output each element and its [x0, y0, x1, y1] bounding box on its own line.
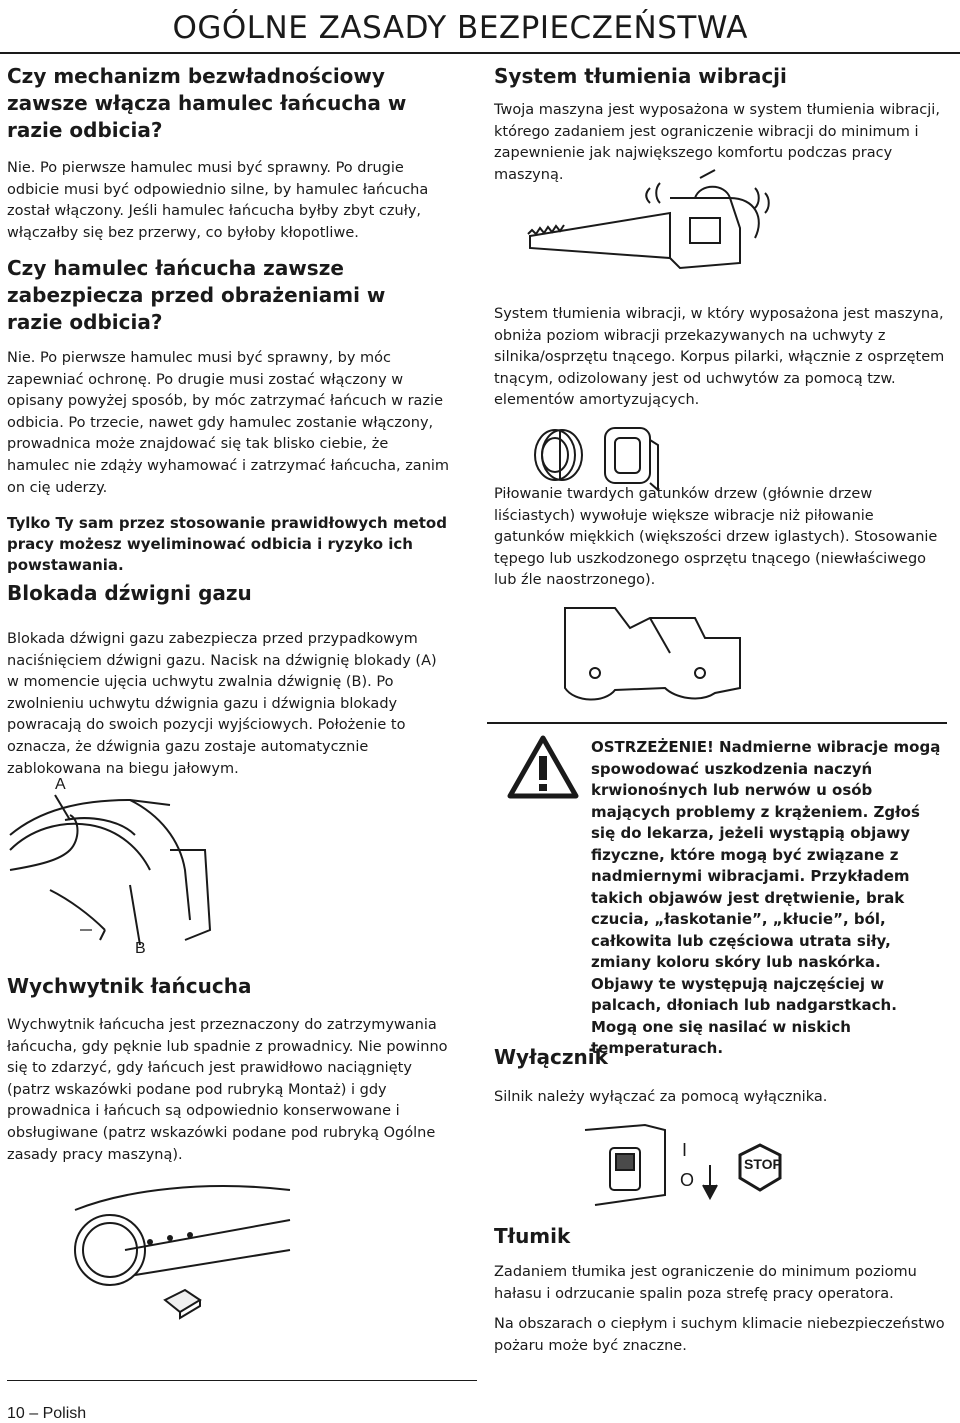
section-body-3: Piłowanie twardych gatunków drzew (głównie drzew liściastych) wywołuje większe wibracje niż piłowanie gatunków miękkich (większości drzew iglastych). Stosowanie tępego lub uszkodzonego osprzętu tnącego (niewłaściwego lub źle naostrzonego).: [494, 486, 938, 589]
section-body: Silnik należy wyłączać za pomocą wyłącznika.: [494, 1089, 828, 1105]
section-heading: Tłumik: [494, 1224, 571, 1248]
section-inertia-brake: [7, 63, 457, 244]
switch-label-o: O: [680, 1170, 695, 1190]
section-body-2: Na obszarach o ciepłym i suchym klimacie niebezpieczeństwo pożaru może być znaczne.: [494, 1316, 945, 1354]
header-rule: [0, 52, 960, 54]
chainsaw-illustration: [530, 168, 830, 288]
section-heading: Blokada dźwigni gazu: [7, 581, 252, 605]
section-heading: System tłumienia wibracji: [494, 64, 787, 88]
section-muffler: [494, 1223, 944, 1357]
warning-triangle-icon: [508, 736, 578, 798]
section-body: Wychwytnik łańcucha jest przeznaczony do zatrzymywania łańcucha, gdy pęknie lub spadnie z prowadnicy. Nie powinno się to zdarzyć, gdy łańcuch jest prawidłowo naciągnięty (patrz wskazówki podane pod rubryką Montaż) i gdy prowadnica i łańcuch są odpowiednio konserwowane i obsługiwane (patrz wskazówki podane pod rubryką Ogólne zasady pracy maszyną).: [7, 1017, 448, 1163]
section-bold-note: Tylko Ty sam przez stosowanie prawidłowych metod pracy możesz wyeliminować odbicia i ryzyko ich powstawania.: [7, 514, 447, 575]
section-chain-catcher: [7, 973, 457, 1166]
section-body: Nie. Po pierwsze hamulec musi być sprawny, by móc zapewniać ochronę. Po drugie musi zostać włączony w opisany powyżej sposób, by móc zatrzymać łańcuch w razie odbicia. Po trzecie, nawet gdy hamulec zostanie włączony, prowadnica może znajdować się tak blisko ciebie, że hamulec nie zdąży wyhamować i zatrzymać łańcucha, zanim on cię uderzy.: [7, 350, 450, 496]
label-b: B: [135, 940, 146, 957]
chain-catcher-illustration: [65, 1180, 295, 1340]
switch-label-i: I: [682, 1140, 688, 1160]
section-heading: Czy hamulec łańcucha zawsze zabezpiecza przed obrażeniami w razie odbicia?: [7, 256, 386, 334]
section-stop-switch: [494, 1044, 944, 1109]
warning-rule: [487, 722, 947, 724]
section-body: Zadaniem tłumika jest ograniczenie do minimum poziomu hałasu i odrzucanie spalin poza strefę pracy operatora.: [494, 1264, 917, 1302]
section-heading: Wychwytnik łańcucha: [7, 974, 252, 998]
throttle-handle-illustration: [10, 790, 210, 950]
footer-rule: [7, 1380, 477, 1381]
chain-tooth-illustration: [555, 598, 745, 708]
section-heading: Czy mechanizm bezwładnościowy zawsze włącza hamulec łańcucha w razie odbicia?: [7, 64, 407, 142]
section-body: Blokada dźwigni gazu zabezpiecza przed przypadkowym naciśnięciem dźwigni gazu. Nacisk na dźwignię blokady (A) w momencie ujęcia uchwytu zwalnia dźwignię (B). Po zwolnieniu uchwytu dźwignia gazu i dźwignia blokady powracają do swoich pozycji wyjściowych. Położenie to oznacza, że dźwignia gazu zostaje automatycznie zablokowana na biegu jałowym.: [7, 631, 437, 777]
section-body: Twoja maszyna jest wyposażona w system tłumienia wibracji, którego zadaniem jest ograniczenie wibracji do minimum i zapewnienie jak największego komfortu podczas pracy maszyną.: [494, 102, 940, 183]
page-footer: 10 – Polish: [7, 1405, 87, 1422]
section-anti-vibration-woods: [494, 484, 944, 592]
page-title: OGÓLNE ZASADY BEZPIECZEŃSTWA: [172, 10, 748, 46]
stop-sign-label: STOP: [744, 1156, 782, 1172]
damper-elements-illustration: [530, 420, 670, 490]
section-body: Nie. Po pierwsze hamulec musi być sprawny. Po drugie odbicie musi być odpowiednio silne, by hamulec łańcucha został włączony. Jeśli hamulec łańcucha byłby zbyt czuły, włączałby się bez przerwy, co byłoby kłopotliwe.: [7, 160, 429, 241]
warning-text: OSTRZEŻENIE! Nadmierne wibracje mogą spowodować uszkodzenia naczyń krwionośnych lub nerwów u osób mających problemy z krążeniem. Zgłoś się do lekarza, jeżeli wystąpią objawy fizyczne, które mogą być związane z nadmiernymi wibracjami. Przykładem takich objawów jest drętwienie, brak czucia, „łaskotanie”, „kłucie”, ból, całkowita lub częściowa utrata siły, zmiany koloru skóry lub naskórka. Objawy te występują najczęściej w palcach, dłoniach lub nadgarstkach. Mogą one się nasilać w niskich temperaturach.: [591, 738, 941, 1057]
section-throttle-lockout: [7, 580, 457, 780]
section-anti-vibration-detail: [494, 304, 944, 412]
section-brake-protection: [7, 255, 457, 576]
section-heading: Wyłącznik: [494, 1045, 608, 1069]
label-a: A: [55, 776, 66, 793]
section-body-2: System tłumienia wibracji, w który wyposażona jest maszyna, obniża poziom wibracji przekazywanych na uchwyty z silnika/osprzętu tnącego. Korpus pilarki, włącznie z osprzętem tnącym, odizolowany jest od uchwytów za pomocą tzw. elementów amortyzujących.: [494, 306, 945, 409]
